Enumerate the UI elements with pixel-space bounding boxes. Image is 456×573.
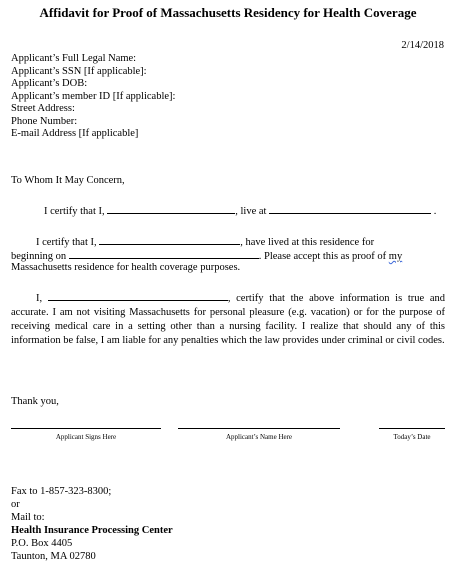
field-street-address: Street Address: — [11, 103, 75, 114]
address-blank[interactable] — [269, 203, 431, 214]
paragraph-1 — [44, 203, 436, 217]
para2-my: my — [388, 251, 403, 262]
closing: Thank you, — [11, 396, 59, 407]
para2-line2-end: . Please accept this as proof of — [258, 251, 387, 262]
field-full-name: Applicant’s Full Legal Name: — [11, 53, 137, 64]
para2-line2-start: beginning on — [11, 251, 67, 262]
fax-line: Fax to 1-857-323-8300; — [11, 486, 112, 497]
paragraph-3 — [11, 290, 445, 348]
field-ssn: Applicant’s SSN [If applicable]: — [11, 65, 147, 77]
para1-end: . — [433, 206, 437, 217]
paragraph-2-line-1 — [36, 234, 374, 248]
para3-start: I, — [36, 293, 43, 304]
applicant-info-block — [11, 53, 175, 141]
mail-to-line: Mail to: — [11, 512, 45, 523]
field-phone: Phone Number: — [11, 115, 78, 127]
po-box: P.O. Box 4405 — [11, 538, 73, 549]
signature-label: Applicant Signs Here — [55, 433, 117, 441]
footer-block — [11, 485, 173, 563]
para2-start: I certify that I, — [36, 237, 97, 248]
document-title: Affidavit for Proof of Massachusetts Residency for Health Coverage — [39, 5, 417, 20]
para2-middle: , have lived at this residence for — [240, 237, 375, 248]
org-name: Health Insurance Processing Center — [11, 525, 173, 536]
paragraph-2-line-3: Massachusetts residence for health coverage purposes. — [11, 262, 241, 273]
or-line: or — [11, 499, 20, 510]
para1-start: I certify that I, — [44, 206, 105, 217]
name-blank-1[interactable] — [107, 203, 235, 214]
name-blank-3[interactable] — [48, 290, 228, 301]
field-dob: Applicant’s DOB: — [11, 78, 88, 89]
para1-middle: , live at — [235, 206, 267, 217]
field-member-id: Applicant’s member ID [If applicable]: — [11, 90, 176, 102]
document-date: 2/14/2018 — [401, 40, 444, 51]
name-line[interactable] — [178, 428, 340, 429]
date-blank[interactable] — [69, 248, 259, 259]
date-label: Today’s Date — [393, 433, 431, 441]
salutation: To Whom It May Concern, — [11, 175, 125, 186]
city-line: Taunton, MA 02780 — [11, 551, 96, 562]
para3-text: , certify that the above information is true and accurate. I am not visiting Massachusetts for personal pleasure (e.g. vacation) or for the purpose of receiving medical care in a setting other than a nursing facility. I realize that should any of this information be false, I am liable for any penalties which the law provides under criminal or civil codes. — [11, 293, 445, 346]
name-label: Applicant’s Name Here — [225, 433, 293, 441]
signature-line[interactable] — [11, 428, 161, 429]
field-email: E-mail Address [If applicable] — [11, 128, 139, 139]
date-line[interactable] — [379, 428, 445, 429]
name-blank-2[interactable] — [99, 234, 240, 245]
paragraph-2-line-2 — [11, 248, 402, 262]
